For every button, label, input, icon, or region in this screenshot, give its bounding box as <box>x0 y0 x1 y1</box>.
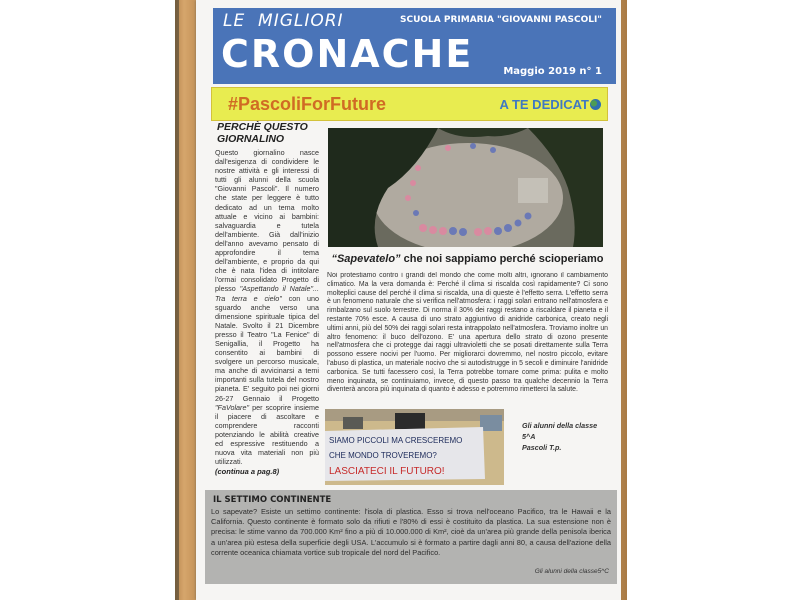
issue-date: Maggio 2019 n° 1 <box>503 66 602 77</box>
left-article-project-2: "FaVolare" <box>215 402 249 412</box>
left-article-title: PERCHÈ QUESTO GIORNALINO <box>217 121 308 145</box>
banner-line-2: CHE MONDO TROVEREMO? <box>329 451 437 460</box>
protest-photo-drawing <box>325 409 504 485</box>
dedication <box>499 97 601 112</box>
newsletter-title: CRONACHE <box>221 32 474 76</box>
banner-line-3: LASCIATECI IL FUTURO! <box>329 466 445 477</box>
globe-icon <box>590 99 601 110</box>
table-edge <box>175 0 179 600</box>
main-article-body: Noi protestiamo contro i grandi del mondo che come molti altri, ignorano il cambiamento climatico. Ma la vera domanda è: Perché il clima si riscalda così rapidamente? Ci sono molteplici cause del perché il clima si riscalda, una di queste è l'effetto serra. L'effetto serra è un fenomeno naturale che si verifica nell'atmosfera: i raggi solari entrano nell'atmosfera e rimbalzano sul suolo terrestre. Di norma il 30% dei raggi restano a riscaldare il pianeta e il restante 70% esce. A causa di uno strato aggiuntivo di anidride carbonica, creato negli ultimi anni, più del 50% dei raggi solari resta intrappolato nell'atmosfera. Troviamo inoltre un altro fenomeno: il buco dell'ozono. E' una apertura dello strato di ozono presente nell'atmosfera che ci protegge dai raggi ultravioletti che se posati direttamente sulla Terra possono essere nocivi per l'uomo. Per migliorarci dovremmo, nel nostro piccolo, evitare l'abuso di plastica, un materiale nocivo che si autodistrugge in 5 secoli e diminuire l'anidride carbonica. Se tutti facessero così, la Terra potrebbe tornare come prima: pulita e molto meno inquinata, se continuiamo, invece, di questo passo tra qualche decennio la Terra diventerà ancora più inquinata di quanto è adesso e potremmo rimetterci la salute. <box>327 272 608 394</box>
schoolyard-photo <box>328 128 603 247</box>
school-name: SCUOLA PRIMARIA "GIOVANNI PASCOLI" <box>400 15 602 25</box>
protest-caption-line-1: Gli alunni della classe 5^A <box>522 421 598 441</box>
main-headline-text: che noi sappiamo perché scioperiamo <box>403 253 604 265</box>
left-article-text-3: per scoprire insieme il piacere di ascoltare e comprendere racconti potenziando le abilità creative ed espressive restituendo a nuova vita materiali non più utilizzati. <box>215 402 319 467</box>
masthead-subtitle: LE MIGLIORI <box>223 11 344 31</box>
left-article-body <box>215 148 319 476</box>
continue-link: (continua a pag.8) <box>215 467 280 477</box>
box-body: Lo sapevate? Esiste un settimo continente: l'isola di plastica. Esso si trova nell'oceano Pacifico, tra le Hawaii e la California. Questo continente è formato solo da rifiuti e l'80% di essi è costituito da plastica. La sua estensione non è precisa: le stime vanno da 700.000 Km² fino a più di 10.000.000 di Km², cioè da un'area più grande della penisola iberica a un'area più estesa della superficie degli USA. L'accumulo si è formato a partire dagli anni 80, a causa dell'azione della corrente oceanica chiamata vortice sub tropicale del nord del Pacifico. <box>211 507 611 557</box>
box-signature: Gli alunni della classe5^C <box>534 568 609 575</box>
masthead <box>213 8 616 84</box>
left-article-text-1: Questo giornalino nasce dall'esigenza di condividere le nostre attività e gli interessi di tutti gli alunni della scuola "Giovanni Pascoli". Il numero che state per leggere è tutto dedicato ad un tema molto attuale e vicino ai bambini: salvaguardia e tutela dell'ambiente. Già dall'inizio dell'anno avevamo pensato di approfondire il tema dell'ambiente, e proprio da qui che è nata l'idea di intitolare l'ormai consolidato Progetto di plesso <box>215 148 319 294</box>
left-article-text-2: con uno sguardo anche verso una dimensione spirituale tipica del Natale. Svolto il 21 Dicembre presso il Teatro "La Fenice" di Senigallia, il Progetto ha consentito ai bambini di svolgere un percorso musicale, ma anche di avvicinarsi a temi importanti sulla tutela del nostro pianeta. E' seguito poi nei giorni 26-27 Gennaio il Progetto <box>215 293 319 403</box>
box-title: IL SETTIMO CONTINENTE <box>213 495 332 505</box>
main-headline <box>330 252 605 266</box>
schoolyard-photo-drawing <box>328 128 603 247</box>
protest-photo-caption <box>522 420 612 453</box>
banner-line-1: SIAMO PICCOLI MA CRESCEREMO <box>329 436 463 445</box>
hashtag-banner <box>211 87 608 121</box>
seventh-continent-box <box>205 490 617 584</box>
hashtag: #PascoliForFuture <box>228 94 387 114</box>
main-headline-italic: “Sapevatelo” <box>331 253 401 265</box>
protest-banner-photo <box>325 409 504 485</box>
left-article <box>205 121 319 485</box>
left-article-project-1: "Aspettando il Natale"... Tra terra e cielo" <box>215 284 319 303</box>
protest-caption-line-2: Pascoli T.p. <box>522 443 562 452</box>
dedication-text: A TE DEDICAT <box>499 97 589 112</box>
